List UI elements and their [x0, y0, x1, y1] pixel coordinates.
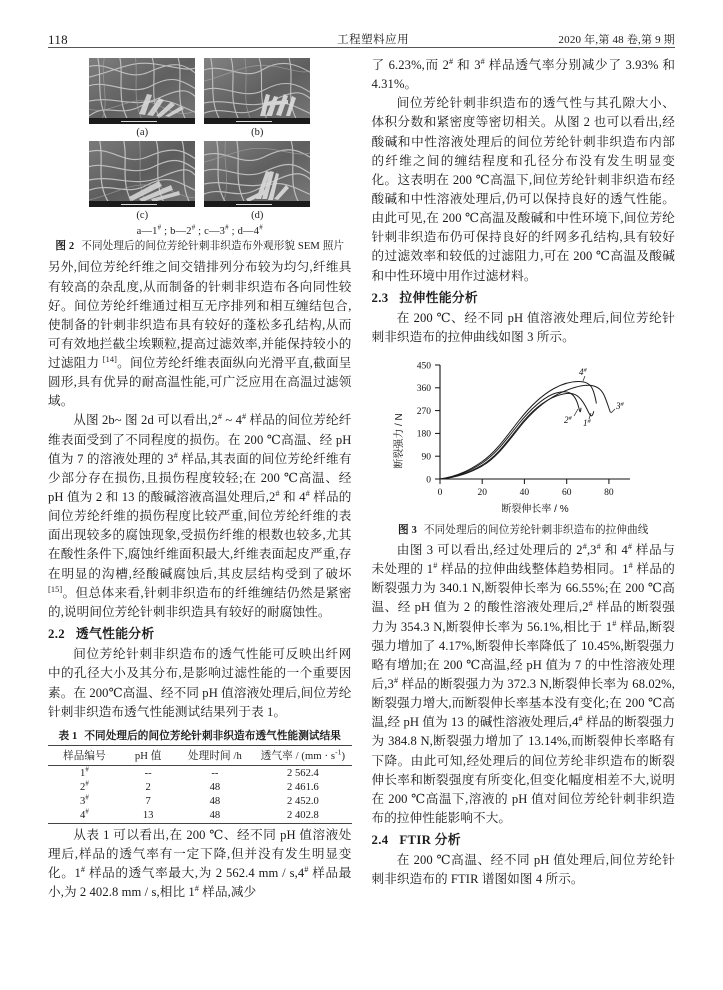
x-axis-label: 断裂伸长率 / %: [501, 504, 569, 516]
scale-bar-c: [89, 201, 195, 207]
y-tick-90: 90: [421, 452, 432, 463]
section-heading-2-3: [372, 289, 676, 308]
figure-3-caption-text: 不同处理后的间位芳纶针刺非织造布的拉伸曲线: [423, 525, 649, 537]
section-2-3-number: 2.3: [371, 290, 389, 305]
right-paragraph-4: 由图 3 可以看出,经过处理后的 2#,3# 和 4# 样品与未处理的 1# 样品的拉伸曲线整体趋势相同。1# 样品的断裂强力为 340.1 N,断裂伸长率为 66.55%;在 200 ℃高温、经 pH 值为 2 的酸性溶液处理后,2# 样品的断裂强力为 354.3 N,断裂伸长率为 56.1%,相比于 1# 样品,断裂强力增加了 4.17%,断裂伸长率降低了 10.45%,断裂强力略有增加;在 200 ℃高温,经 pH 值为 7 的中性溶液处理后,3# 样品的断裂强力为 372.3 N,断裂伸长率为 68.02%,断裂强力增大,而断裂伸长率基本没有变化;在 200 ℃高温,经 pH 值为 13 的碱性溶液处理后,4# 样品的断裂强力为 384.8 N,断裂强力增加了 13.14%,而断裂伸长率略有下降。由此可知,经处理后的间位芳纶非织造布的断裂伸长率和断裂强度有所变化,但变化幅度相差不大,说明在 200 ℃高温下,溶液的 pH 值对间位芳纶针刺非织造布的拉伸性能影响不大。: [371, 541, 676, 825]
x-tick-80: 80: [604, 488, 614, 499]
right-paragraph-5: 在 200 ℃高温、经不同 pH 值处理后,间位芳纶针刺非织造布的 FTIR 谱图如图 4 所示。: [371, 853, 675, 887]
cell-sample: 1#: [80, 765, 89, 779]
cell-sample: 3#: [80, 793, 89, 808]
cell-rate: 2 461.6: [287, 782, 319, 794]
sem-image-grid: [48, 58, 352, 225]
curve-label-4: 4#: [579, 367, 587, 378]
curve-labels: [564, 367, 625, 428]
sem-panel-c: [89, 141, 195, 224]
cell-rate: 2 562.4: [287, 767, 319, 779]
figure-2-caption: [48, 240, 352, 255]
section-2-2-number: 2.2: [48, 627, 65, 642]
sem-micrograph-d: [204, 141, 310, 207]
cell-ph: 7: [145, 796, 151, 808]
sem-micrograph-b: [204, 58, 310, 124]
scale-bar-a: [89, 118, 195, 124]
y-tick-marks: [435, 365, 440, 479]
cell-sample: 4#: [48, 809, 121, 824]
col-air-permeability: 透气率 / $(mm \cdot s^{-1})$: [254, 745, 351, 766]
page-number: 118: [48, 32, 68, 47]
figure-2-legend: a—1# ; b—2# ; c—3# ; d—4#: [136, 224, 263, 237]
cell-rate: 2 402.8: [254, 809, 351, 824]
scale-bar-b: [204, 118, 310, 124]
y-tick-0: 0: [426, 475, 432, 486]
cell-ph: --: [144, 767, 152, 779]
col-sample-id: 样品编号: [48, 745, 121, 766]
figure-3-caption: [372, 524, 676, 539]
x-tick-0: 0: [437, 488, 443, 499]
tensile-curves: [440, 382, 611, 479]
y-tick-270: 270: [417, 407, 432, 418]
y-tick-360: 360: [417, 384, 432, 395]
table-header-row: [48, 745, 352, 766]
table-1-head: [48, 745, 352, 766]
table-1-number: 表 1: [58, 730, 78, 742]
fiber-texture-a: [89, 58, 195, 124]
table-1: [48, 745, 352, 824]
figure-3: [372, 353, 676, 539]
curve-3: [440, 385, 611, 479]
y-tick-labels: [417, 361, 432, 485]
section-2-4-title: FTIR 分析: [399, 833, 461, 848]
right-column: [372, 56, 676, 972]
table-row: [48, 766, 352, 781]
left-paragraph-4: 从表 1 可以看出,在 200 ℃、经不同 pH 值溶液处理后,样品的透气率有一定下降,但并没有发生明显变化。1# 样品的透气率最大,为 2 562.4 mm / s,4# 样品最小,为 2 402.8 mm / s,相比 1# 样品,减少: [48, 828, 352, 900]
section-2-2-title: 透气性能分析: [75, 627, 155, 642]
sem-panel-c-label: (c): [136, 210, 149, 222]
right-paragraph-1: 了 6.23%,而 2# 和 3# 样品透气率分别减少了 3.93% 和 4.31%。: [371, 56, 676, 92]
table-row: [48, 809, 352, 824]
section-2-4-number: 2.4: [371, 833, 389, 848]
figure-2: [48, 58, 352, 254]
curve-label-1: 1#: [583, 418, 591, 429]
sem-panel-b: [204, 58, 310, 141]
curve-1: [440, 394, 594, 479]
table-1-caption: 不同处理后的间位芳纶针刺非织造布透气性能测试结果: [84, 730, 341, 742]
sem-micrograph-a: [89, 58, 195, 124]
x-tick-labels: [438, 488, 614, 498]
sem-panel-d-label: (d): [251, 210, 264, 222]
table-row: [48, 795, 352, 809]
right-paragraph-3: 在 200 ℃、经不同 pH 值溶液处理后,间位芳纶针刺非织造布的拉伸曲线如图 3 所示。: [371, 310, 675, 345]
x-tick-20: 20: [477, 488, 488, 499]
cell-time: 48: [175, 809, 254, 824]
table-1-title: [48, 728, 352, 743]
cell-time: 48: [209, 782, 221, 794]
col-ph: pH 值: [121, 745, 176, 766]
sem-panel-b-label: (b): [251, 127, 264, 138]
fiber-texture-c: [89, 141, 195, 207]
figure-2-caption-text: 不同处理后的间位芳纶针刺非织造布外观形貌 SEM 照片: [81, 240, 345, 252]
x-tick-60: 60: [562, 488, 572, 499]
curve-2: [440, 392, 581, 479]
right-paragraph-2: 间位芳纶针刺非织造布的透气性与其孔隙大小、体积分数和紧密度等密切相关。从图 2 也可以看出,经酸碱和中性溶液处理后的间位芳纶针刺非织造布内部的纤维之间的缠结程度和孔径分布没有发生明显变化。这表明在 200 ℃高温下,间位芳纶针刺非织造布经酸碱和中性溶液处理后,仍可以保持良好的透气性能。由此可见,在 200 ℃高温及酸碱和中性环境下,间位芳纶针刺非织造布仍可保持良好的纤网多孔结构,具有较好的过滤效率和较低的过滤阻力,可在 200 ℃高温及酸碱和中性环境中用作过滤材料。: [371, 96, 675, 283]
left-paragraph-2: 从图 2b~ 图 2d 可以看出,2# ~ 4# 样品的间位芳纶纤维表面受到了不同程度的损伤。在 200 ℃高温、经 pH 值为 7 的溶液处理的 3# 样品,其表面的间位芳纶纤维有少部分存在损伤,且损伤程度较轻;在 200 ℃高温、经 pH 值为 2 和 13 的酸碱溶液高温处理后,2# 和 4# 样品的间位芳纶纤维的损伤程度比较严重,间位芳纶纤维的表面出现较多的腐蚀现象,受损伤纤维的根数也较多,尤其在酸性条件下,腐蚀纤维面积最大,纤维表面起皮严重,存在明显的沟槽,经酸碱腐蚀后,其皮层结构受到了破坏 [15]。但总体来看,针刺非织造布的纤维缠结仍然是紧密的,说明间位芳纶针刺非织造具有较好的耐腐蚀性。: [48, 412, 352, 619]
curve-label-leaders: [574, 376, 615, 419]
y-tick-180: 180: [417, 429, 432, 440]
cell-ph: 2: [145, 782, 151, 794]
cell-time: --: [211, 767, 219, 779]
curve-label-2: 2#: [564, 415, 572, 426]
cell-sample: 2#: [80, 779, 89, 794]
x-tick-marks: [440, 479, 609, 484]
y-tick-450: 450: [417, 361, 432, 372]
table-row: [48, 780, 352, 794]
cell-time: 48: [209, 796, 221, 808]
curve-label-3: 3#: [616, 401, 624, 412]
sem-micrograph-c: [89, 141, 195, 207]
sem-panel-d: [204, 141, 310, 224]
x-tick-40: 40: [519, 488, 530, 499]
running-head: [48, 24, 675, 46]
table-1-body: [48, 766, 352, 824]
left-column: [48, 56, 352, 972]
cell-ph: 13: [121, 809, 176, 824]
y-axis-label: 断裂强力 / N: [394, 413, 406, 469]
page-columns: [48, 56, 675, 972]
figure-3-number: 图 3: [398, 525, 417, 537]
sem-panel-a-label: (a): [136, 127, 149, 138]
issue-info: 2020 年,第 48 卷,第 9 期: [558, 34, 675, 46]
tensile-curve-chart: [378, 353, 668, 521]
sem-panel-a: [89, 58, 195, 141]
journal-title: 工程塑料应用: [337, 33, 410, 46]
scale-bar-d: [204, 201, 310, 207]
figure-2-number: 图 2: [55, 240, 75, 252]
left-paragraph-3: 间位芳纶针刺非织造布的透气性能可反映出纤网中的孔径大小及其分布,是影响过滤性能的一个重要因素。在 200℃高温、经不同 pH 值溶液处理后,间位芳纶针刺非织造布透气性能测试结果列于表 1。: [48, 647, 352, 719]
fiber-texture-d: [204, 141, 310, 207]
section-2-3-title: 拉伸性能分析: [399, 290, 478, 305]
fiber-texture-b: [204, 58, 310, 124]
header-divider: [48, 47, 675, 48]
col-time: 处理时间 /h: [175, 745, 254, 766]
left-paragraph-1: 另外,间位芳纶纤维之间交错排列分布较为均匀,纤维具有较高的杂乱度,从而制备的针刺非织造布各向同性较好。间位芳纶纤维通过相互无序排列和相互缠结包合,使制备的针刺非织造布具有较好的蓬松多孔结构,从而可有效地拦截尘埃颗粒,提高过滤效率,并能保持较小的过滤阻力 [14]。间位芳纶纤维表面纵向光滑平直,截面呈圆形,具有优异的耐高温性能,可广泛应用在高温过滤领域。: [48, 260, 352, 409]
section-heading-2-2: [48, 625, 352, 644]
section-heading-2-4: [372, 831, 676, 850]
cell-rate: 2 452.0: [287, 796, 319, 808]
curve-4: [440, 382, 596, 479]
